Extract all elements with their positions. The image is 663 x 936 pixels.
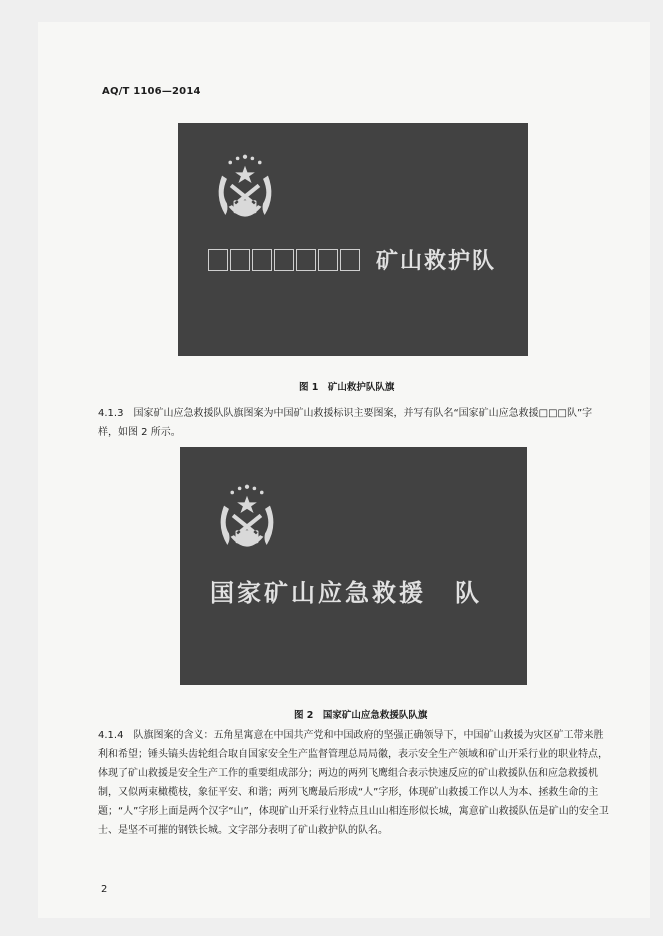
- placeholder-box: [230, 249, 250, 271]
- figure-2-caption: 图 2 国家矿山应急救援队队旗: [294, 710, 428, 721]
- flag-team-name: 矿山救护队: [376, 249, 497, 274]
- section-4-1-3: 4.1.3 国家矿山应急救援队队旗图案为中国矿山救援标识主要图案，并写有队名“国家矿山应急救援□□□队”字样，如图 2 所示。: [98, 408, 593, 438]
- standard-number: AQ/T 1106—2014: [102, 86, 201, 97]
- placeholder-box: [296, 249, 316, 271]
- placeholder-box: [318, 249, 338, 271]
- placeholder-box: [252, 249, 272, 271]
- mine-rescue-emblem-icon: [204, 151, 286, 233]
- national-emergency-rescue-team-flag: [180, 447, 527, 685]
- placeholder-box: [208, 249, 228, 271]
- page-number: 2: [101, 884, 108, 895]
- placeholder-box: [340, 249, 360, 271]
- section-4-1-4: 4.1.4 队旗图案的含义：五角星寓意在中国共产党和中国政府的坚强正确领导下，中国矿山救援为灾区矿工带来胜利和希望；锤头镐头齿轮组合取自国家安全生产监督管理总局局徽，表示安全生产领域和矿山开采行业的职业特点，体现了矿山救援是安全生产工作的重要组成部分；两边的两列飞鹰组合表示快速反应的矿山救援队伍和应急救援机制，又似两束橄榄枝，象征平安、和谐；两列飞鹰最后形成“人”字形，体现矿山救援工作以人为本、拯救生命的主题；“人”字形上面是两个汉字“山”，体现矿山开采行业特点且山山相连形似长城，寓意矿山救援队伍是矿山的安全卫士、是坚不可摧的钢铁长城。文字部分表明了矿山救护队的队名。: [98, 730, 609, 836]
- flag-team-name: 国家矿山应急救援: [210, 579, 426, 607]
- team-name-placeholder-boxes: [208, 249, 360, 271]
- mine-rescue-team-flag: [178, 123, 528, 356]
- placeholder-box: [274, 249, 294, 271]
- figure-1-caption: 图 1 矿山救护队队旗: [299, 382, 395, 393]
- mine-rescue-emblem-icon: [206, 481, 288, 563]
- flag-team-suffix: 队: [455, 579, 479, 607]
